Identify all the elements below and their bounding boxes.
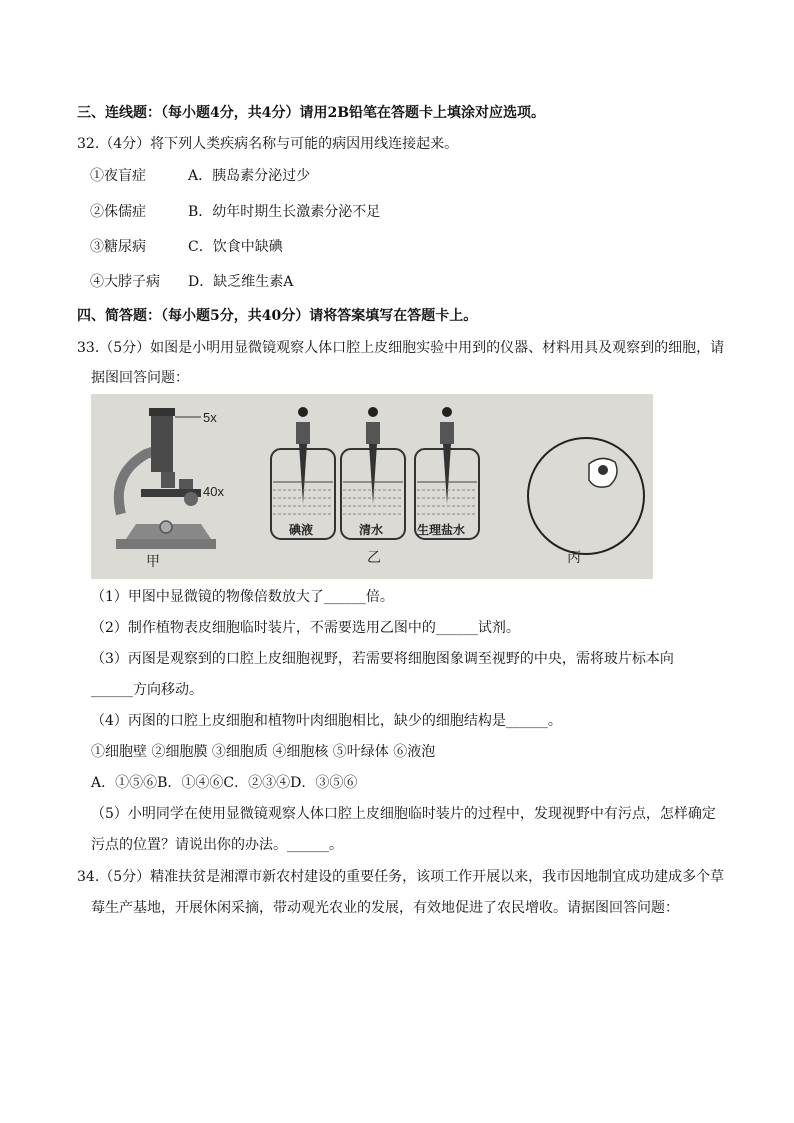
q33-figure-drawing bbox=[91, 394, 653, 579]
q33-sub2: （2）制作植物表皮细胞临时装片，不需要选用乙图中的______试剂。 bbox=[91, 620, 520, 636]
q32-left-4: ④大脖子病 bbox=[90, 274, 160, 290]
q32-left-2: ②侏儒症 bbox=[90, 204, 146, 220]
q33-sub5-line2: 污点的位置？请说出你的办法。______。 bbox=[91, 837, 343, 853]
section-3-header: 三、连线题：（每小题4分，共4分）请用2B铅笔在答题卡上填涂对应选项。 bbox=[77, 105, 546, 121]
bottle-1-label: 碘液 bbox=[289, 523, 314, 537]
q32-left-3: ③糖尿病 bbox=[90, 239, 146, 255]
q33-sub4: （4）丙图的口腔上皮细胞和植物叶肉细胞相比，缺少的细胞结构是______。 bbox=[91, 713, 562, 729]
q32-right-d: D．缺乏维生素A bbox=[188, 274, 294, 290]
q33-sub5-line1: （5）小明同学在使用显微镜观察人体口腔上皮细胞临时装片的过程中，发现视野中有污点，怎样确定 bbox=[91, 806, 716, 822]
label-jia: 甲 bbox=[146, 554, 160, 570]
dropper-bottle-2-drawing bbox=[341, 407, 405, 539]
q33-sub4-items: ①细胞壁 ②细胞膜 ③细胞质 ④细胞核 ⑤叶绿体 ⑥液泡 bbox=[91, 744, 436, 760]
q32-left-1: ①夜盲症 bbox=[90, 168, 146, 184]
label-bing: 丙 bbox=[567, 550, 581, 566]
q32-right-b: B．幼年时期生长激素分泌不足 bbox=[188, 204, 381, 220]
q33-sub4-options: A．①⑤⑥B．①④⑥C．②③④D．③⑤⑥ bbox=[91, 775, 358, 791]
q33-figure bbox=[91, 394, 653, 579]
q32-right-c: C．饮食中缺碘 bbox=[188, 239, 283, 255]
q34-line2: 莓生产基地，开展休闲采摘，带动观光农业的发展，有效地促进了农民增收。请据图回答问题： bbox=[91, 900, 679, 916]
q32-stem: 32.（4分）将下列人类疾病名称与可能的病因用线连接起来。 bbox=[77, 136, 459, 152]
objective-label: 40x bbox=[203, 484, 224, 499]
q32-right-a: A．胰岛素分泌过少 bbox=[188, 168, 311, 184]
bottle-3-label: 生理盐水 bbox=[417, 523, 466, 537]
dropper-bottle-1-drawing bbox=[271, 407, 335, 539]
q33-sub3-line1: （3）丙图是观察到的口腔上皮细胞视野，若需要将细胞图象调至视野的中央，需将玻片标本向 bbox=[91, 651, 674, 667]
q33-sub3-line2: ______方向移动。 bbox=[91, 682, 203, 698]
q33-stem-line2: 据图回答问题： bbox=[91, 370, 189, 386]
q33-sub1: （1）甲图中显微镜的物像倍数放大了______倍。 bbox=[91, 589, 394, 605]
bottle-2-label: 清水 bbox=[359, 523, 384, 537]
eyepiece-label: 5x bbox=[203, 410, 217, 425]
field-of-view-drawing bbox=[528, 438, 644, 554]
q33-stem-line1: 33.（5分）如图是小明用显微镜观察人体口腔上皮细胞实验中用到的仪器、材料用具及观察到的细胞，请 bbox=[77, 340, 725, 356]
microscope-drawing bbox=[116, 408, 216, 549]
label-yi: 乙 bbox=[367, 550, 381, 566]
q34-line1: 34.（5分）精准扶贫是湘潭市新农村建设的重要任务，该项工作开展以来，我市因地制宜成功建成多个草 bbox=[77, 869, 725, 885]
dropper-bottle-3-drawing bbox=[415, 407, 479, 539]
section-4-header: 四、简答题：（每小题5分，共40分）请将答案填写在答题卡上。 bbox=[77, 308, 478, 324]
